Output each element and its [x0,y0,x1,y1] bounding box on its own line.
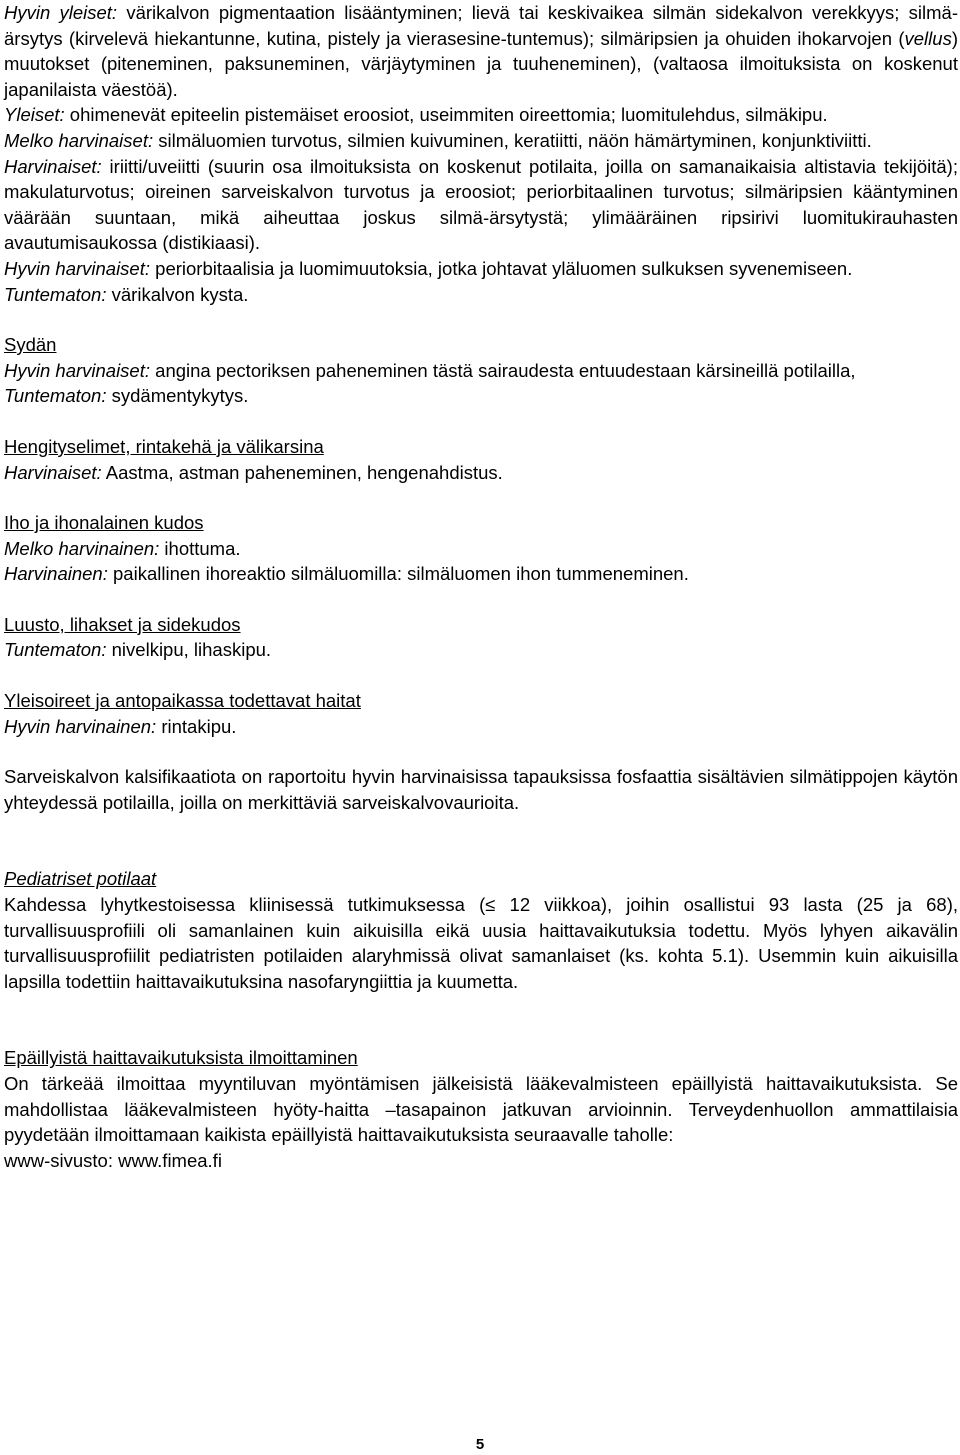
frequency-label: Harvinaiset: [4,155,102,177]
paragraph-text: Aastma, astman paheneminen, hengenahdistus. [101,461,503,483]
paragraph-text: värikalvon kysta. [106,283,249,305]
respiratory-rare [4,460,958,486]
paragraph-text: ohimenevät epiteelin pistemäiset eroosiot, useimmiten oireettomia; luomitulehdus, silmäkipu. [64,104,828,126]
paragraph-text: silmäluomien turvotus, silmien kuivuminen, keratiitti, näön hämärtyminen, konjunktiviitti. [153,129,872,151]
frequency-label: Yleiset: [4,104,65,126]
paragraph-text: angina pectoriksen paheneminen tästä sairaudesta entuudestaan kärsineillä potilailla, [150,359,856,381]
section-heading-respiratory: Hengityselimet, rintakehä ja välikarsina [4,435,324,457]
skin-uncommon [4,536,958,562]
reporting-website: www-sivusto: www.fimea.fi [4,1149,222,1171]
calcification-note: Sarveiskalvon kalsifikaatiota on raportoitu hyvin harvinaisissa tapauksissa fosfaattia sisältävien silmätippojen käytön yhteydessä potilailla, joilla on merkittäviä sarveiskalvovaurioita. [4,766,958,813]
frequency-label: Tuntematon: [4,639,107,661]
page-number: 5 [475,1436,485,1453]
frequency-label: Tuntematon: [4,283,107,305]
italic-term: vellus [904,27,952,49]
frequency-label: Hyvin harvinainen: [4,715,157,737]
reporting-text: On tärkeää ilmoittaa myyntiluvan myöntämisen jälkeisistä lääkevalmisteen epäillyistä haittavaikutuksista. Se mahdollistaa lääkevalmisteen hyöty-haitta –tasapainon jatkuvan arvioinnin. Terveydenhuollon ammattilaisia pyydetään ilmoittamaan kaikista epäillyistä haittavaikutuksista seuraavalle taholle: [4,1073,958,1146]
paragraph-text: nivelkipu, lihaskipu. [106,639,272,661]
section-heading-reporting: Epäillyistä haittavaikutuksista ilmoittaminen [4,1047,358,1069]
section-heading-musculoskeletal: Luusto, lihakset ja sidekudos [4,613,241,635]
paragraph-text: sydämentykytys. [106,385,249,407]
section-heading-heart: Sydän [4,334,57,356]
paragraph-text: rintakipu. [156,715,237,737]
musculo-unknown [4,637,958,663]
paragraph-text: periorbitaalisia ja luomimuutoksia, jotka johtavat yläluomen sulkuksen syvenemiseen. [150,257,853,279]
eye-uncommon [4,128,958,154]
paragraph-text: värikalvon pigmentaation lisääntyminen; lievä tai keskivaikea silmän sidekalvon verekkyys; silmä-ärsytys (kirvelevä hiekantunne, kutina, pistely ja vierasesine-tuntemus); silmäripsien ja ohuiden ihokarvojen ( [4,2,958,49]
frequency-label: Hyvin harvinaiset: [4,257,151,279]
heart-unknown [4,383,958,409]
paragraph-text: iriitti/uveiitti (suurin osa ilmoituksista on koskenut potilaita, joilla on samanaikaisia altistavia tekijöitä); makulaturvotus; oireinen sarveiskalvon turvotus ja eroosiot; periorbitaalinen turvotus; silmäripsien kääntyminen väärään suuntaan, mikä aiheuttaa joskus silmä-ärsytystä; ylimääräinen ripsirivi luomitukirauhasten avautumisaukossa (distikiaasi). [4,155,958,254]
document-page [4,0,958,1173]
general-very-rare [4,714,958,740]
frequency-label: Melko harvinainen: [4,537,160,559]
section-heading-pediatric: Pediatriset potilaat [4,868,157,890]
pediatric-text: Kahdessa lyhytkestoisessa kliinisessä tutkimuksessa (≤ 12 viikkoa), joihin osallistui 93 lasta (25 ja 68), turvallisuusprofiili oli samanlainen kuin aikuisilla eikä uusia haittavaikutuksia todettu. Myös lyhyen aikavälin turvallisuusprofiilit pediatristen potilaiden alaryhmissä olivat samanlaiset (ks. kohta 5.1). Usemmin kuin aikuisilla lapsilla todettiin haittavaikutuksina nasofaryngiittia ja kuumetta. [4,894,958,992]
frequency-label: Melko harvinaiset: [4,129,154,151]
section-heading-general: Yleisoireet ja antopaikassa todettavat haitat [4,690,361,712]
paragraph-text: ) muutokset (piteneminen, paksuneminen, värjäytyminen ja tuuheneminen), (valtaosa ilmoituksista on koskenut japanilaista väestöä). [4,27,958,100]
paragraph-text: ihottuma. [159,537,241,559]
paragraph-text: paikallinen ihoreaktio silmäluomilla: silmäluomen ihon tummeneminen. [107,563,689,585]
frequency-label: Hyvin yleiset: [4,2,118,23]
frequency-label: Harvinaiset: [4,461,102,483]
section-heading-skin: Iho ja ihonalainen kudos [4,512,204,534]
frequency-label: Tuntematon: [4,385,107,407]
skin-rare [4,561,958,587]
eye-very-rare [4,256,958,282]
heart-very-rare [4,358,958,384]
eye-rare [4,154,958,256]
eye-common [4,102,958,128]
eye-unknown [4,282,958,308]
frequency-label: Harvinainen: [4,563,108,585]
frequency-label: Hyvin harvinaiset: [4,359,151,381]
eye-very-common [4,0,958,102]
